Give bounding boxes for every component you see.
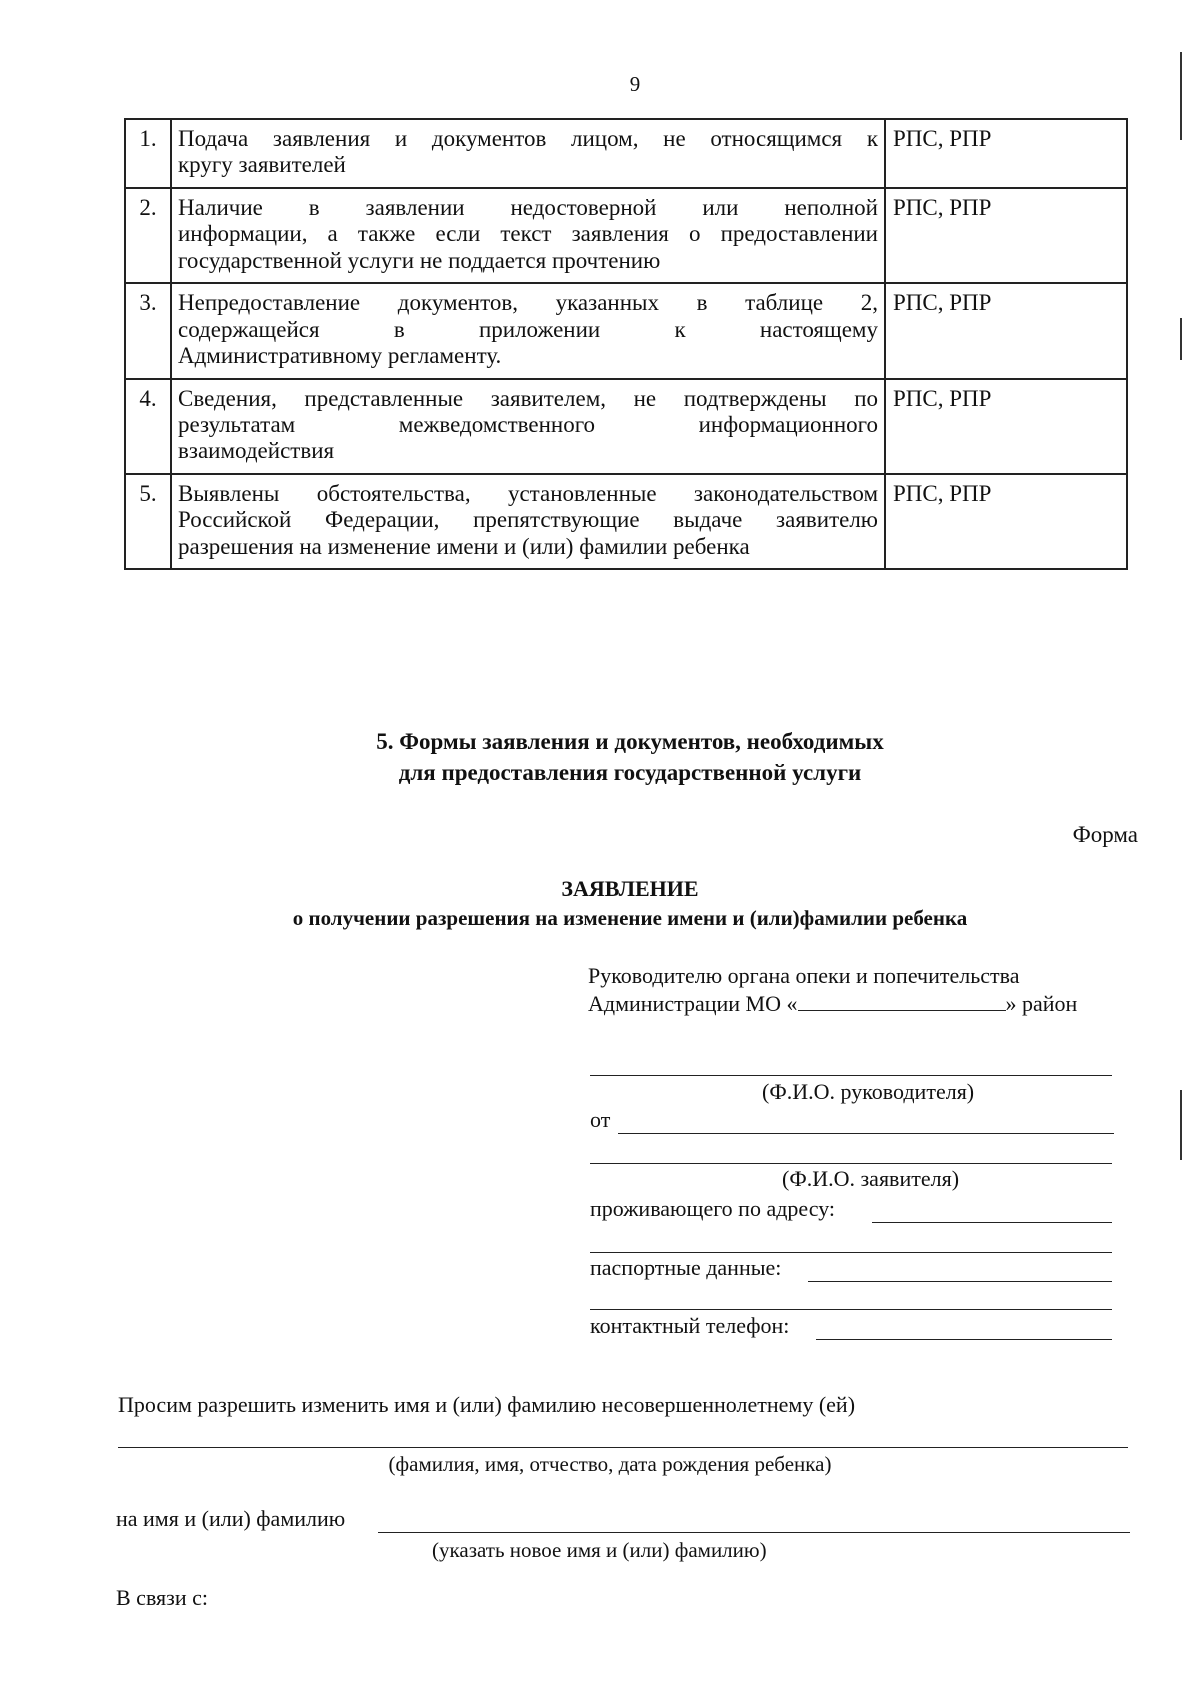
- reason-line: Российской Федерации, препятствующие выдаче заявителю: [178, 507, 878, 533]
- refusal-reason: [171, 188, 885, 283]
- refusal-codes: РПС, РПР: [885, 379, 1127, 474]
- row-number: 1.: [125, 119, 171, 188]
- scan-edge-mark: [1180, 318, 1182, 360]
- refusal-codes: РПС, РПР: [885, 119, 1127, 188]
- phone-label: контактный телефон:: [590, 1313, 790, 1338]
- row-number: 5.: [125, 474, 171, 569]
- from-field[interactable]: [618, 1133, 1114, 1134]
- forma-label: Форма: [1072, 822, 1138, 847]
- request-text: Просим разрешить изменить имя и (или) фамилию несовершеннолетнему (ей): [118, 1392, 856, 1417]
- passport-label: паспортные данные:: [590, 1255, 782, 1280]
- new-name-caption: (указать новое имя и (или) фамилию): [432, 1538, 767, 1562]
- recipient-block: [588, 962, 1077, 1017]
- table-row: [125, 283, 1127, 378]
- recipient-line-2-prefix: Администрации МО «: [588, 990, 798, 1016]
- address-label: проживающего по адресу:: [590, 1196, 836, 1221]
- child-info-field[interactable]: [118, 1447, 1128, 1448]
- scan-edge-mark: [1180, 52, 1182, 140]
- phone-field[interactable]: [816, 1339, 1112, 1340]
- refusal-codes: РПС, РПР: [885, 188, 1127, 283]
- reason-line: государственной услуги не поддается прочтению: [178, 247, 661, 273]
- row-number: 4.: [125, 379, 171, 474]
- page-number: 9: [629, 72, 641, 96]
- address-field-line-2[interactable]: [590, 1252, 1112, 1253]
- applicant-name-field[interactable]: [590, 1163, 1112, 1164]
- refusal-codes: РПС, РПР: [885, 474, 1127, 569]
- scan-edge-mark: [1180, 1090, 1182, 1160]
- reason-line: взаимодействия: [178, 438, 335, 464]
- passport-field[interactable]: [808, 1281, 1112, 1282]
- cause-label: В связи с:: [116, 1585, 208, 1610]
- row-number: 2.: [125, 188, 171, 283]
- head-name-field[interactable]: [590, 1075, 1112, 1076]
- refusal-codes: РПС, РПР: [885, 283, 1127, 378]
- recipient-line-2: [588, 990, 1077, 1018]
- refusal-reason: [171, 119, 885, 188]
- form-title: ЗАЯВЛЕНИЕ: [561, 876, 699, 901]
- refusal-reasons-table: [124, 118, 1128, 570]
- reason-line: Выявлены обстоятельства, установленные законодательством: [178, 480, 878, 506]
- table-row: [125, 188, 1127, 283]
- reason-line: содержащейся в приложении к настоящему: [178, 316, 878, 342]
- reason-line: Подача заявления и документов лицом, не относящимся к: [178, 126, 878, 151]
- table-row: [125, 119, 1127, 188]
- refusal-reason: [171, 474, 885, 569]
- head-name-caption: (Ф.И.О. руководителя): [762, 1079, 975, 1104]
- refusal-reason: [171, 283, 885, 378]
- section-title-line-1: 5. Формы заявления и документов, необходимых: [376, 729, 884, 754]
- section-title: [250, 726, 1010, 788]
- form-subtitle: о получении разрешения на изменение имени и (или)фамилии ребенка: [292, 906, 968, 930]
- passport-field-line-2[interactable]: [590, 1309, 1112, 1310]
- recipient-line-1: Руководителю органа опеки и попечительства: [588, 963, 1020, 988]
- reason-line: информации, а также если текст заявления о предоставлении: [178, 221, 878, 247]
- table-row: [125, 474, 1127, 569]
- reason-line: Административному регламенту.: [178, 343, 502, 369]
- address-field[interactable]: [872, 1222, 1112, 1223]
- reason-line: Непредоставление документов, указанных в таблице 2,: [178, 290, 878, 316]
- district-field[interactable]: [798, 992, 1006, 1011]
- new-name-field[interactable]: [378, 1532, 1130, 1533]
- refusal-reason: [171, 379, 885, 474]
- new-name-label: на имя и (или) фамилию: [116, 1506, 346, 1531]
- reason-line: кругу заявителей: [178, 152, 346, 178]
- applicant-name-caption: (Ф.И.О. заявителя): [782, 1166, 960, 1191]
- reason-line: разрешения на изменение имени и (или) фамилии ребенка: [178, 533, 750, 559]
- reason-line: Наличие в заявлении недостоверной или неполной: [178, 194, 878, 220]
- table-row: [125, 379, 1127, 474]
- reason-line: результатам межведомственного информационного: [178, 411, 878, 437]
- section-title-line-2: для предоставления государственной услуги: [398, 760, 862, 786]
- reason-line: Сведения, представленные заявителем, не подтверждены по: [178, 385, 878, 411]
- child-info-caption: (фамилия, имя, отчество, дата рождения ребенка): [388, 1452, 832, 1476]
- row-number: 3.: [125, 283, 171, 378]
- from-label: от: [590, 1107, 611, 1132]
- recipient-line-2-suffix: » район: [1005, 990, 1078, 1016]
